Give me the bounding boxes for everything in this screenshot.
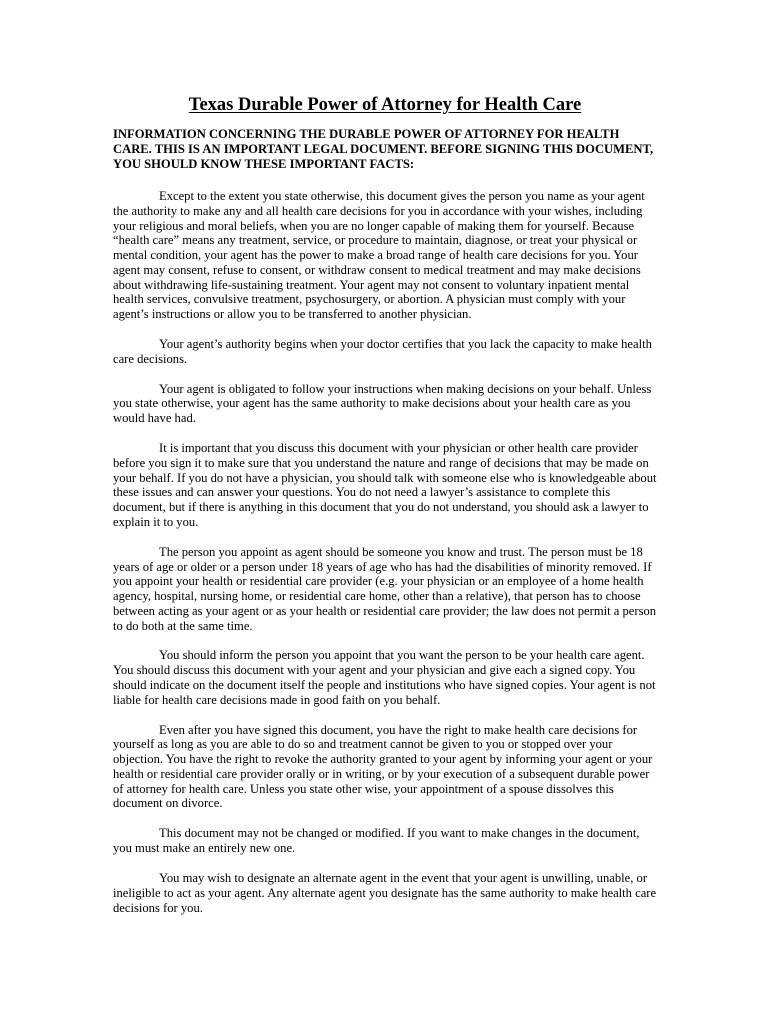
paragraph-inform-agent: You should inform the person you appoint that you want the person to be your health care agent. You should discuss this document with your agent and your physician and give each a signed copy. You should indicate on the document itself the people and institutions who have signed copies. Your agent is not liable for health care decisions made in good faith on you behalf. <box>113 648 656 707</box>
paragraph-right-to-revoke: Even after you have signed this document, you have the right to make health care decisions for yourself as long as you are able to do so and treatment cannot be given to you or stopped over your objection. You have the right to revoke the authority granted to your agent by informing your agent or your health or residential care provider orally or in writing, or by your execution of a subsequent durable power of attorney for health care. Unless you state other wise, your appointment of a spouse dissolves this document on divorce. <box>113 722 653 811</box>
paragraph-discuss-physician: It is important that you discuss this document with your physician or other health care provider before you sign it to make sure that you understand the nature and range of decisions that may be made on your behalf. If you do not have a physician, you should talk with someone else who is knowledgeable about these issues and can answer your questions. You do not need a lawyer’s assistance to complete this document, but if there is anything in this document that you do not understand, you should ask a lawyer to explain it to you. <box>113 441 657 529</box>
document-body <box>113 189 661 930</box>
document-title: Texas Durable Power of Attorney for Health Care <box>188 95 582 115</box>
paragraph-agent-authority: Except to the extent you state otherwise, this document gives the person you name as your agent the authority to make any and all health care decisions for you in accordance with your wishes, including your religious and moral beliefs, when you are no longer capable of making them for yourself. Because “health care” means any treatment, service, or procedure to maintain, diagnose, or treat your physical or mental condition, your agent has the power to make a broad range of health care decisions for you. Your agent may consent, refuse to consent, or withdraw consent to medical treatment and may make decisions about withdrawing life-sustaining treatment. Your agent may not consent to voluntary inpatient mental health services, convulsive treatment, psychosurgery, or abortion. A physician must comply with your agent’s instructions or allow you to be transferred to another physician. <box>113 189 645 321</box>
paragraph-alternate-agent: You may wish to designate an alternate agent in the event that your agent is unwilling, unable, or ineligible to act as your agent. Any alternate agent you designate has the same authority to make health care decisions for you. <box>113 871 657 915</box>
paragraph-agent-obligations: Your agent is obligated to follow your instructions when making decisions on your behalf. Unless you state otherwise, your agent has the same authority to make decisions about your health care as you would have had. <box>113 381 652 426</box>
intro-notice: INFORMATION CONCERNING THE DURABLE POWER OF ATTORNEY FOR HEALTH CARE. THIS IS AN IMPORTANT LEGAL DOCUMENT. BEFORE SIGNING THIS DOCUMENT, YOU SHOULD KNOW THESE IMPORTANT FACTS: <box>113 127 654 171</box>
paragraph-no-modification: This document may not be changed or modified. If you want to make changes in the document, you must make an entirely new one. <box>113 826 640 856</box>
paragraph-choose-agent: The person you appoint as agent should be someone you know and trust. The person must be 18 years of age or older or a person under 18 years of age who has had the disabilities of minority removed. If you appoint your health or residential care provider (e.g. your physician or an employee of a home health agency, hospital, nursing home, or residential care home, other than a relative), that person has to choose between acting as your agent or as your health or residential care provider; the law does not permit a person to do both at the same time. <box>113 544 657 633</box>
paragraph-authority-begins: Your agent’s authority begins when your doctor certifies that you lack the capacity to make health care decisions. <box>113 336 652 366</box>
